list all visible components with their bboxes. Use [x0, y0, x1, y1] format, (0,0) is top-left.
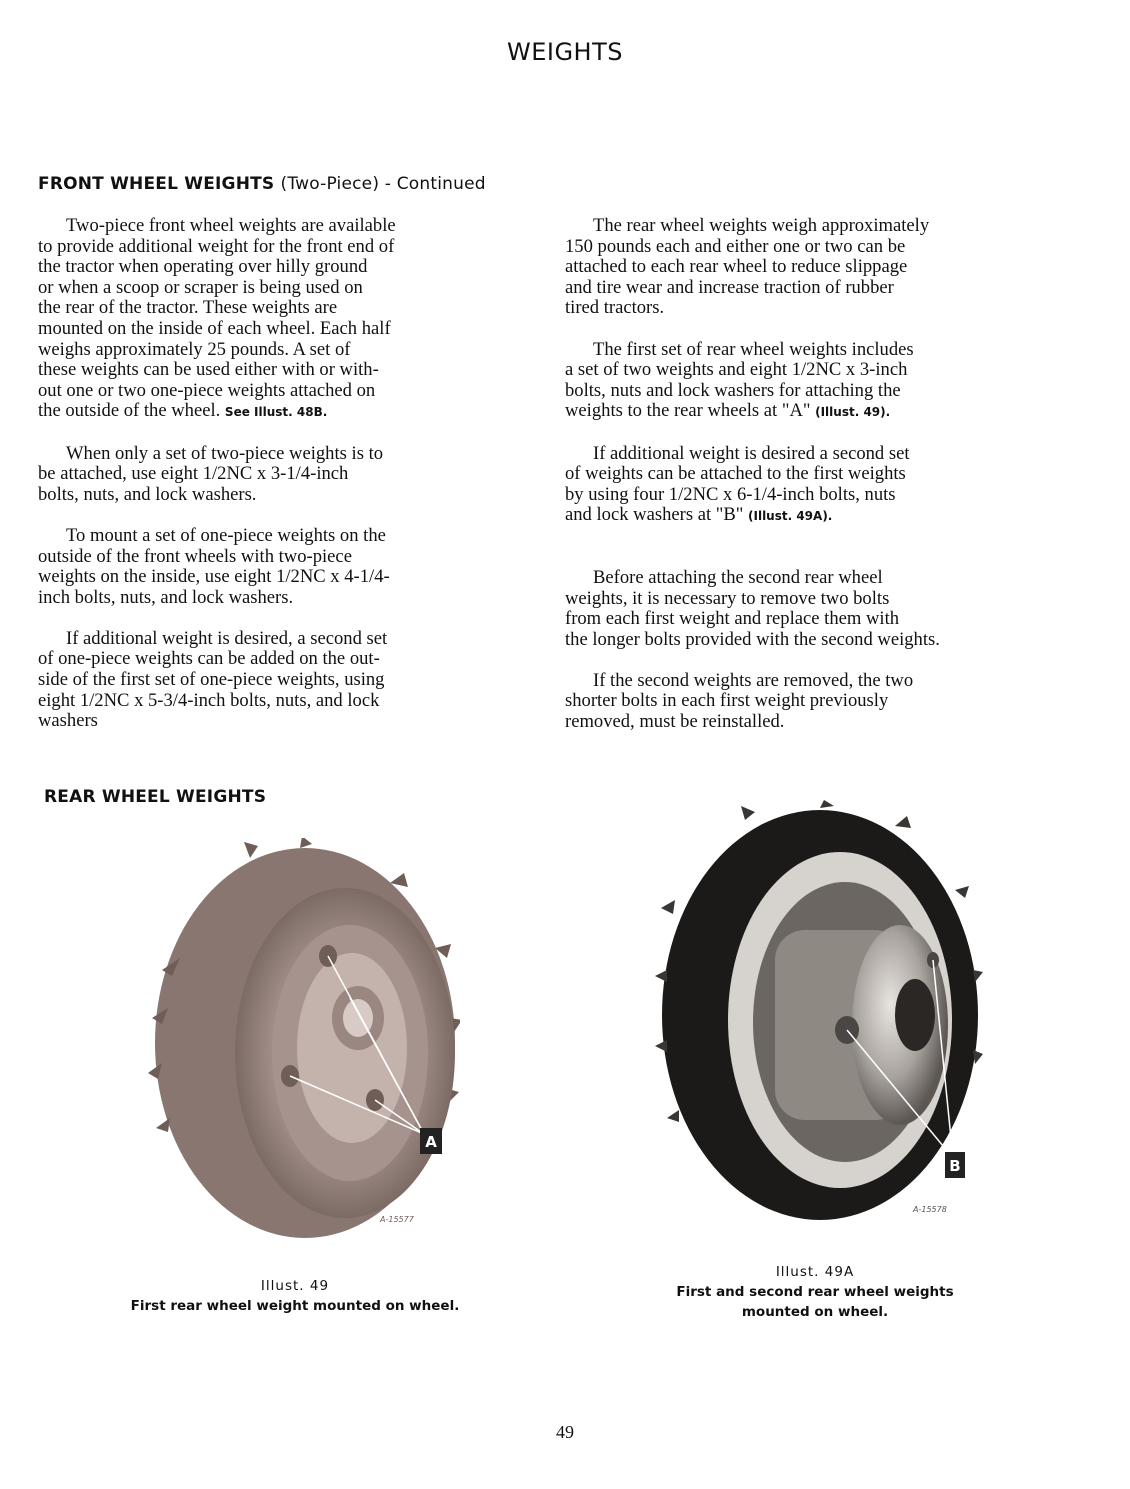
callout-b-label: B — [949, 1157, 961, 1175]
caption-illust-49 — [100, 1276, 490, 1316]
front-heading-suffix: (Two-Piece) - Continued — [280, 174, 486, 194]
wheel-rim-graphic — [235, 888, 455, 1218]
front-paragraph-2: When only a set of two-piece weights is to be attached, use eight 1/2NC x 3-1/4-inch bolts, nuts, and lock washers. — [38, 442, 384, 505]
caption-2-line-1: First and second rear wheel weights — [676, 1284, 954, 1300]
right-column — [565, 216, 1090, 753]
left-column — [38, 216, 548, 752]
rear-paragraph-3: If additional weight is desired a second set of weights can be attached to the first weights by using four 1/2NC x 6-1/4-inch bolts, nuts and lock washers at "B" (Illust. 49A). — [565, 442, 910, 526]
caption-1-number: Illust. 49 — [260, 1278, 330, 1294]
weight-stack-graphic — [775, 925, 948, 1125]
rear-paragraph-5: If the second weights are removed, the two shorter bolts in each first weight previously removed, must be reinstalled. — [565, 669, 914, 733]
figure-2-code: A-15578 — [913, 1205, 947, 1214]
page-title: WEIGHTS — [506, 38, 623, 66]
rear-paragraph-4: Before attaching the second rear wheel weights, it is necessary to remove two bolts from each first weight and replace them with the longer bolts provided with the second weights. — [565, 566, 940, 650]
rear-wheel-weights-heading: REAR WHEEL WEIGHTS — [44, 787, 267, 807]
rear-paragraph-2: The first set of rear wheel weights includes a set of two weights and eight 1/2NC x 3-inch bolts, nuts and lock washers for attaching the weights to the rear wheels at "A" (Illust. 49). — [565, 338, 914, 422]
caption-2-number: Illust. 49A — [775, 1264, 855, 1280]
figure-1-code: A-15577 — [380, 1215, 414, 1224]
page-number: 49 — [556, 1422, 574, 1442]
front-paragraph-1-ref: See Illust. 48B. — [224, 405, 328, 420]
figure-illust-49a — [655, 800, 985, 1220]
front-paragraph-4: If additional weight is desired, a second set of one-piece weights can be added on the out- side of the first set of one-piece weights, using eight 1/2NC x 5-3/4-inch bolts, nuts, and lock washers — [38, 627, 388, 732]
caption-1-line-1: First rear wheel weight mounted on wheel. — [130, 1298, 460, 1314]
front-heading-main: FRONT WHEEL WEIGHTS — [38, 174, 275, 194]
figure-illust-49 — [140, 838, 460, 1238]
caption-2-line-2: mounted on wheel. — [741, 1304, 889, 1320]
rear-paragraph-2-ref: (Illust. 49). — [815, 405, 891, 420]
caption-illust-49a — [630, 1262, 1000, 1322]
front-paragraph-3: To mount a set of one-piece weights on the outside of the front wheels with two-piece weights on the inside, use eight 1/2NC x 4-1/4- inch bolts, nuts, and lock washers. — [38, 524, 390, 608]
rear-paragraph-3-ref: (Illust. 49A). — [748, 509, 833, 524]
front-wheel-weights-heading — [38, 174, 486, 194]
front-paragraph-1: Two-piece front wheel weights are available to provide additional weight for the front end of the tractor when operating over hilly ground or when a scoop or scraper is being used on the rear of the tractor. These weights are mounted on the inside of each wheel. Each half weighs approximately 25 pounds. A set of these weights can be used either with or with- out one or two one-piece weights attached on the outside of the wheel. See Illust. 48B. — [38, 215, 396, 422]
rear-paragraph-1: The rear wheel weights weigh approximately 150 pounds each and either one or two can be attached to each rear wheel to reduce slippage and tire wear and increase traction of rubber tired tractors. — [565, 215, 930, 319]
callout-a-label: A — [425, 1133, 437, 1151]
